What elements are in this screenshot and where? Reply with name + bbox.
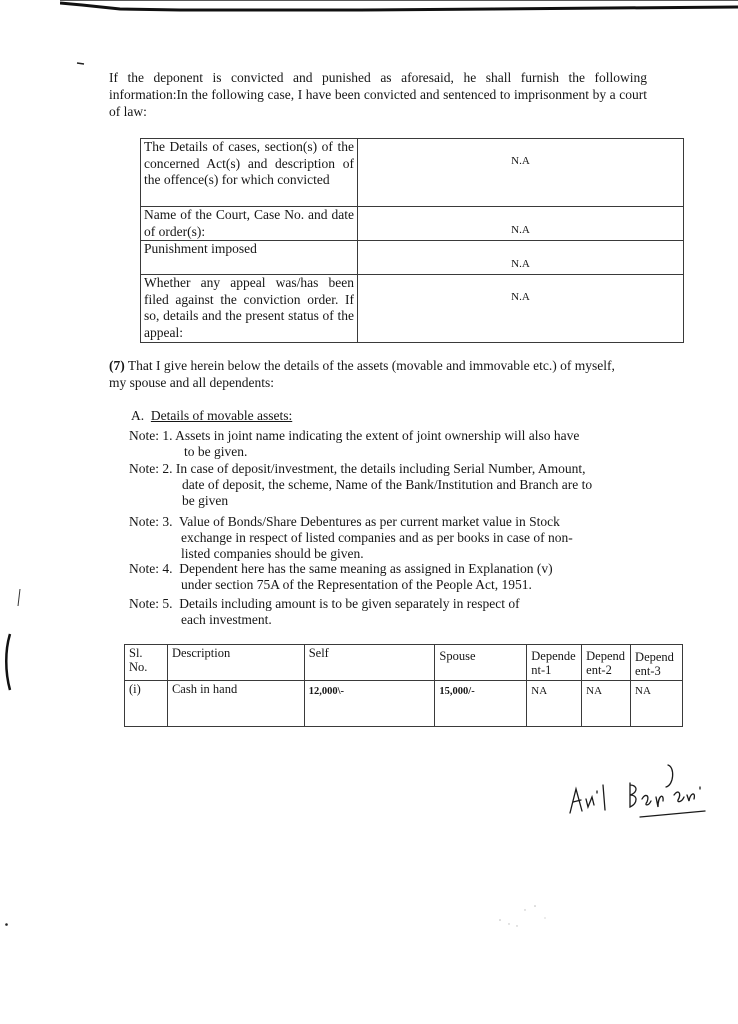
scan-speck xyxy=(4,922,9,927)
table-row xyxy=(141,241,684,275)
row-description: Cash in hand xyxy=(167,681,304,727)
row-spouse-value: 15,000/- xyxy=(435,681,527,727)
note-prefix: Note: 4. xyxy=(129,561,173,576)
conviction-value: N.A xyxy=(358,275,684,343)
note-line: under section 75A of the Representation of the People Act, 1951. xyxy=(181,577,532,592)
table-row xyxy=(125,681,683,727)
conviction-label: Name of the Court, Case No. and date of order(s): xyxy=(141,207,358,241)
note-3 xyxy=(129,514,619,562)
conviction-value: N.A xyxy=(358,241,684,275)
section-7-text: That I give herein below the details of the assets (movable and immovable etc.) of myself, my spouse and all dependents: xyxy=(109,358,615,390)
movable-assets-heading xyxy=(131,407,292,424)
note-line: each investment. xyxy=(181,612,272,627)
note-line: Details including amount is to be given separately in respect of xyxy=(179,596,520,611)
conviction-label: Punishment imposed xyxy=(141,241,358,275)
header-dependent-3: Dependent-3 xyxy=(631,645,683,681)
section-number: (7) xyxy=(109,358,125,373)
scan-border xyxy=(60,0,738,14)
table-row xyxy=(141,207,684,241)
table-row xyxy=(141,139,684,207)
conviction-value: N.A xyxy=(358,207,684,241)
header-dependent-1: Dependent-1 xyxy=(527,645,582,681)
note-prefix: Note: 2. xyxy=(129,461,173,476)
movable-assets-table xyxy=(124,644,683,727)
header-self: Self xyxy=(304,645,435,681)
heading-text: Details of movable assets: xyxy=(150,408,293,423)
header-description: Description xyxy=(167,645,304,681)
header-dependent-2: Dependent-2 xyxy=(582,645,631,681)
signature-image xyxy=(560,755,710,825)
note-line: to be given. xyxy=(184,444,248,459)
note-line: listed companies should be given. xyxy=(181,546,364,561)
note-line: Assets in joint name indicating the extent of joint ownership will also have xyxy=(175,428,580,443)
note-line: Value of Bonds/Share Debentures as per current market value in Stock xyxy=(179,514,560,529)
table-row xyxy=(141,275,684,343)
note-line: exchange in respect of listed companies and as per books in case of non- xyxy=(181,530,573,545)
section-7-paragraph xyxy=(109,357,629,391)
row-dependent-3-value: NA xyxy=(631,681,683,727)
scan-speck xyxy=(76,60,86,66)
scan-noise xyxy=(495,900,555,930)
row-dependent-2-value: NA xyxy=(582,681,631,727)
note-prefix: Note: 5. xyxy=(129,596,173,611)
row-self-value: 12,000\- xyxy=(304,681,435,727)
margin-bracket xyxy=(2,632,12,692)
note-line: be given xyxy=(182,493,229,508)
conviction-label: The Details of cases, section(s) of the concerned Act(s) and description of the offence(s) for which convicted xyxy=(141,139,358,207)
header-sl-no: Sl. No. xyxy=(125,645,168,681)
conviction-value: N.A xyxy=(358,139,684,207)
scan-speck xyxy=(16,588,22,608)
note-line: Dependent here has the same meaning as assigned in Explanation (v) xyxy=(179,561,553,576)
row-dependent-1-value: NA xyxy=(527,681,582,727)
heading-prefix: A. xyxy=(131,408,145,423)
conviction-label: Whether any appeal was/has been filed against the conviction order. If so, details and the present status of the appeal: xyxy=(141,275,358,343)
note-4 xyxy=(129,561,619,593)
table-header-row xyxy=(125,645,683,681)
row-sl-no: (i) xyxy=(125,681,168,727)
note-1 xyxy=(129,428,629,460)
note-prefix: Note: 3. xyxy=(129,514,173,529)
header-spouse: Spouse xyxy=(435,645,527,681)
note-line: date of deposit, the scheme, Name of the Bank/Institution and Branch are to xyxy=(182,477,593,492)
note-5 xyxy=(129,596,619,628)
note-line: In case of deposit/investment, the details including Serial Number, Amount, xyxy=(175,461,586,476)
note-prefix: Note: 1. xyxy=(129,428,173,443)
intro-paragraph: If the deponent is convicted and punished as aforesaid, he shall furnish the following information:In the following case, I have been convicted and sentenced to imprisonment by a court of law: xyxy=(109,70,647,119)
conviction-table xyxy=(140,138,684,343)
note-2 xyxy=(129,461,634,509)
